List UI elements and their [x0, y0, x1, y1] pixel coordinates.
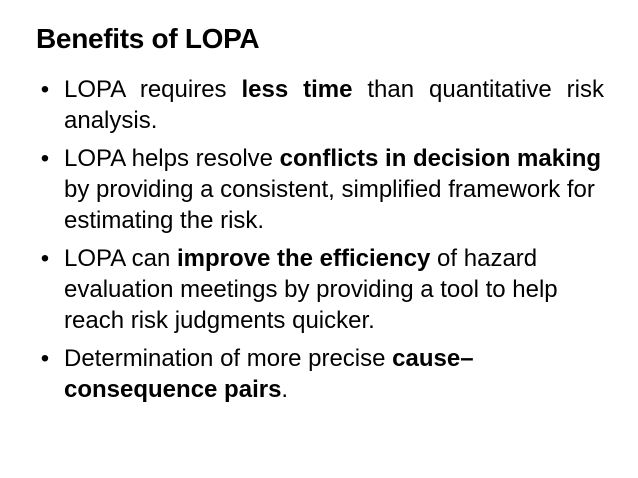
- bullet-text-emphasis: improve the efficiency: [176, 245, 431, 272]
- bullet-text: [64, 343, 604, 405]
- bullet-marker: •: [40, 145, 50, 172]
- bullet-item: [38, 74, 604, 136]
- bullet-marker: •: [40, 245, 50, 272]
- bullet-item: [38, 343, 604, 405]
- bullet-text-plain: than quantitative risk analysis.: [64, 76, 604, 134]
- bullet-text-plain: by providing a consistent, simplified framework for estimating the risk.: [64, 176, 595, 234]
- bullet-marker: •: [40, 76, 50, 103]
- bullet-text: [64, 243, 604, 336]
- bullet-text-plain: LOPA helps resolve: [64, 145, 280, 172]
- bullet-text-emphasis: less time: [241, 76, 353, 103]
- bullet-text-plain: LOPA requires: [64, 76, 242, 103]
- bullet-text-plain: LOPA can: [64, 245, 177, 272]
- bullet-text-emphasis: cause–consequence pairs: [64, 345, 474, 403]
- bullet-text-plain: Determination of more precise: [64, 345, 393, 372]
- bullet-list: [38, 74, 604, 412]
- bullet-item: [38, 243, 604, 336]
- bullet-text-plain: of hazard evaluation meetings by providing a tool to help reach risk judgments quicker.: [64, 245, 558, 334]
- slide-title: Benefits of LOPA: [36, 23, 260, 54]
- bullet-text-plain: .: [281, 376, 289, 403]
- bullet-text-emphasis: conflicts in decision making: [279, 145, 602, 172]
- bullet-text: [64, 143, 604, 236]
- bullet-marker: •: [40, 345, 50, 372]
- bullet-item: [38, 143, 604, 236]
- bullet-text: [64, 74, 604, 136]
